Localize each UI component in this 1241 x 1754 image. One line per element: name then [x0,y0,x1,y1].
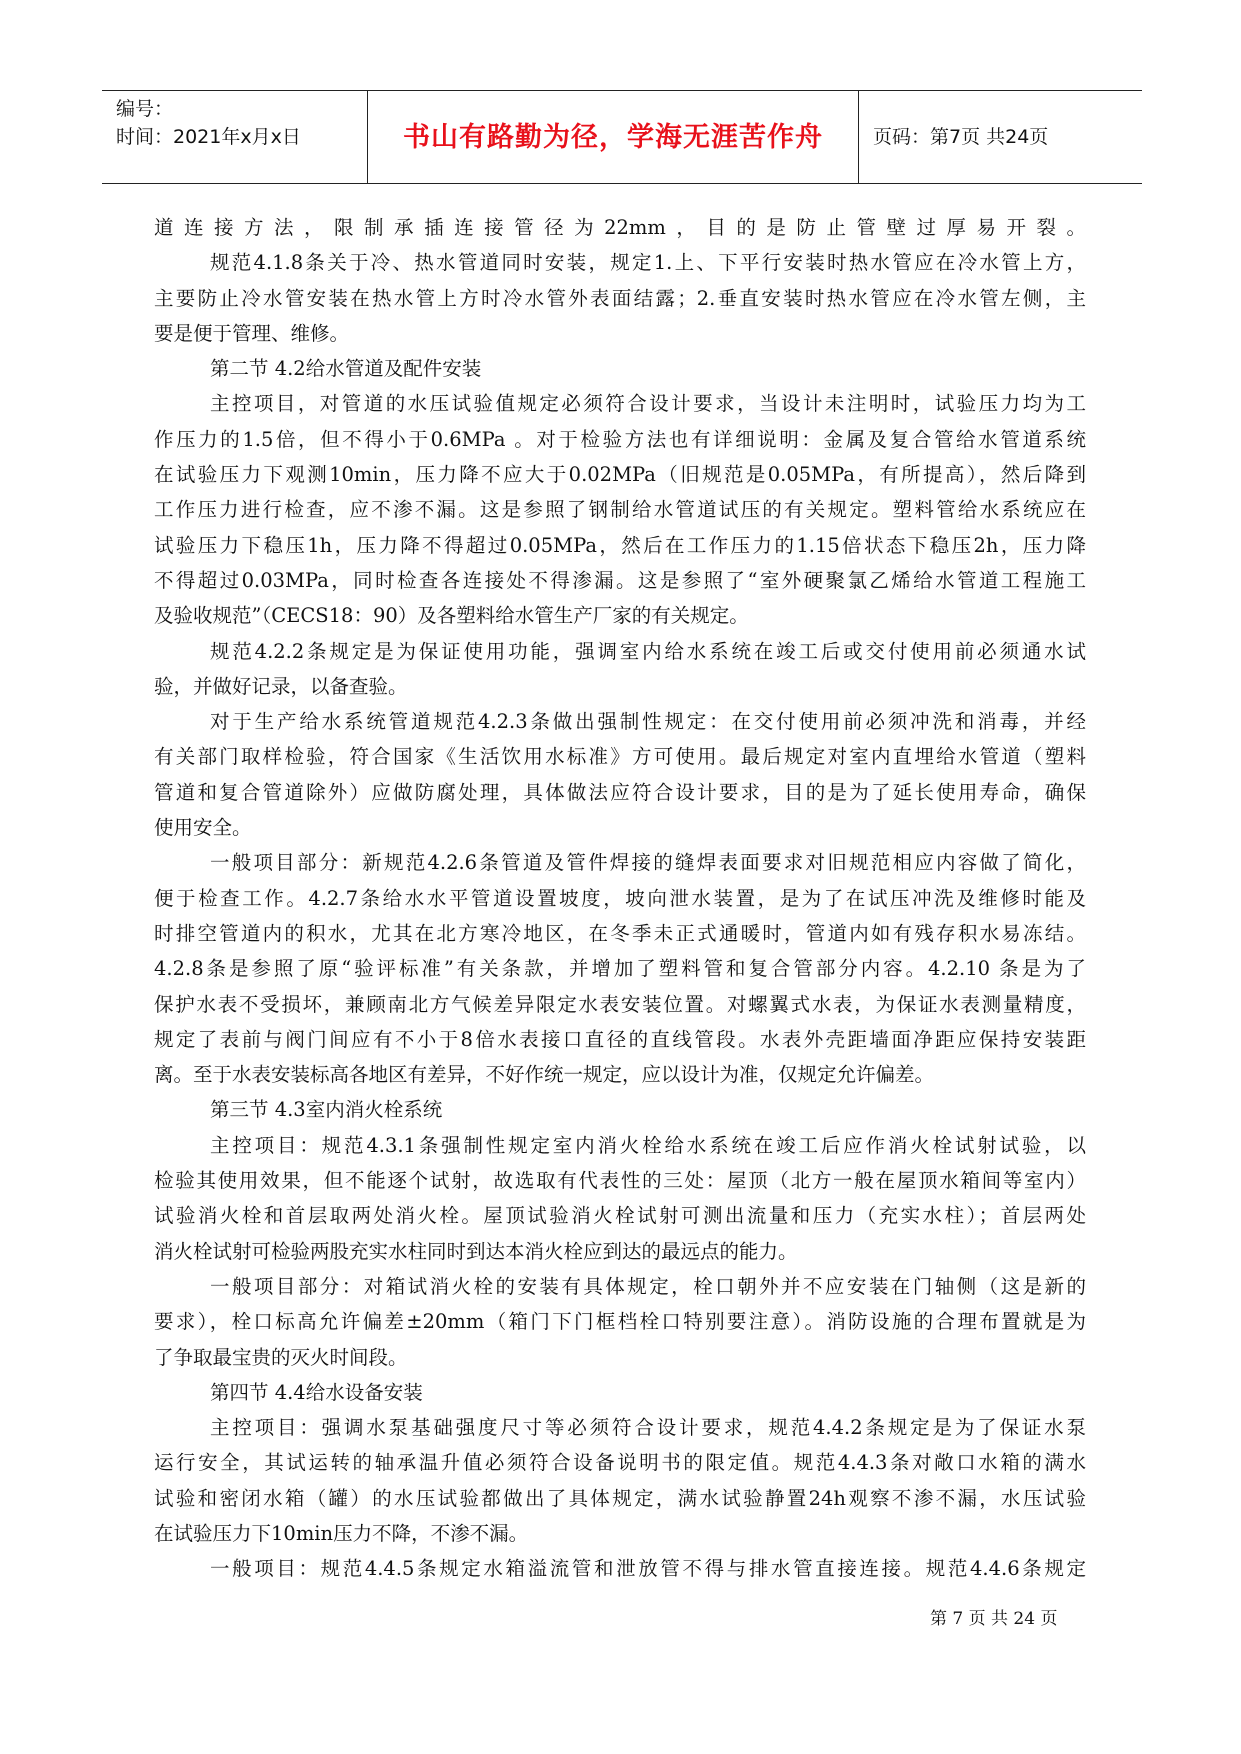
text-line: 及验收规范”（CECS18：90）及各塑料给水管生产厂家的有关规定。 [154,604,749,628]
text-line: 一般项目：规范4.4.5条规定水箱溢流管和泄放管不得与排水管直接连接。规范4.4.6条规定 [210,1557,1086,1581]
text-line: 一般项目部分：新规范4.2.6条管道及管件焊接的缝焊表面要求对旧规范相应内容做了简化， [210,851,1086,875]
text-line: 使用安全。 [154,816,252,840]
text-line: 检验其使用效果，但不能逐个试射，故选取有代表性的三处：屋顶（北方一般在屋顶水箱间等室内） [154,1169,1086,1193]
page-footer: 第 7 页 共 24 页 [930,1609,1058,1629]
header-slogan-cell [368,91,859,183]
text-line: 在试验压力下10min压力不降，不渗不漏。 [154,1521,529,1545]
text-line: 管道和复合管道除外）应做防腐处理，具体做法应符合设计要求，目的是为了延长使用寿命，确保 [154,780,1086,804]
text-line: 工作压力进行检查，应不渗不漏。这是参照了钢制给水管道试压的有关规定。塑料管给水系统应在 [154,498,1086,522]
text-line: 4.2.8条是参照了原“验评标准”有关条款，并增加了塑料管和复合管部分内容。4.2.10 条是为了 [154,957,1086,981]
page-code: 页码：第7页 共24页 [873,126,1049,148]
text-line: 主要防止冷水管安装在热水管上方时冷水管外表面结露；2.垂直安装时热水管应在冷水管左侧，主 [154,286,1086,310]
text-line: 规范4.2.2条规定是为保证使用功能，强调室内给水系统在竣工后或交付使用前必须通水试 [210,639,1086,663]
text-line: 主控项目：强调水泵基础强度尺寸等必须符合设计要求，规范4.4.2条规定是为了保证水泵 [210,1416,1086,1440]
text-line: 主控项目，对管道的水压试验值规定必须符合设计要求，当设计未注明时，试验压力均为工 [210,392,1086,416]
text-line: 时排空管道内的积水，尤其在北方寒冷地区，在冬季未正式通暖时，管道内如有残存积水易冻结。 [154,921,1086,945]
text-line: 一般项目部分：对箱试消火栓的安装有具体规定，栓口朝外并不应安装在门轴侧（这是新的 [210,1274,1086,1298]
text-line: 离。至于水表安装标高各地区有差异，不好作统一规定，应以设计为准，仅规定允许偏差。 [154,1063,935,1087]
text-line: 有关部门取样检验，符合国家《生活饮用水标准》方可使用。最后规定对室内直埋给水管道（塑料 [154,745,1086,769]
text-line: 试验和密闭水箱（罐）的水压试验都做出了具体规定，满水试验静置24h观察不渗不漏，水压试验 [154,1486,1086,1510]
text-line: 试验消火栓和首层取两处消火栓。屋顶试验消火栓试射可测出流量和压力（充实水柱）；首层两处 [154,1204,1086,1228]
text-line: 运行安全，其试运转的轴承温升值必须符合设备说明书的限定值。规范4.4.3条对敞口水箱的满水 [154,1451,1086,1475]
header-page-code-cell [859,91,1142,183]
text-line: 不得超过0.03MPa，同时检查各连接处不得渗漏。这是参照了“室外硬聚氯乙烯给水管道工程施工 [154,568,1086,592]
text-line: 规定了表前与阀门间应有不小于8倍水表接口直径的直线管段。水表外壳距墙面净距应保持安装距 [154,1027,1086,1051]
section-heading: 第三节 4.3室内消火栓系统 [210,1098,443,1122]
text-line: 保护水表不受损坏，兼顾南北方气候差异限定水表安装位置。对螺翼式水表，为保证水表测量精度， [154,992,1086,1016]
section-heading: 第四节 4.4给水设备安装 [210,1380,423,1404]
slogan: 书山有路勤为径，学海无涯苦作舟 [403,122,823,153]
text-line: 在试验压力下观测10min，压力降不应大于0.02MPa（旧规范是0.05MPa，有所提高），然后降到 [154,463,1086,487]
text-line: 消火栓试射可检验两股充实水柱同时到达本消火栓应到达的最远点的能力。 [154,1239,798,1263]
text-line: 要是便于管理、维修。 [154,321,350,345]
text-line: 对于生产给水系统管道规范4.2.3条做出强制性规定：在交付使用前必须冲洗和消毒，并经 [210,710,1086,734]
text-line: 便于检查工作。4.2.7条给水水平管道设置坡度，坡向泄水装置，是为了在试压冲洗及维修时能及 [154,886,1086,910]
text-line: 试验压力下稳压1h，压力降不得超过0.05MPa，然后在工作压力的1.15倍状态下稳压2h，压力降 [154,533,1086,557]
text-line: 主控项目：规范4.3.1条强制性规定室内消火栓给水系统在竣工后应作消火栓试射试验，以 [210,1133,1086,1157]
document-time: 时间：2021年x月x日 [116,126,301,148]
text-line: 道连接方法，限制承插连接管径为22mm，目的是防止管壁过厚易开裂。 [154,216,1086,239]
text-line: 要求），栓口标高允许偏差±20mm（箱门下门框档栓口特别要注意）。消防设施的合理布置就是为 [154,1310,1086,1334]
text-line: 作压力的1.5倍，但不得小于0.6MPa 。对于检验方法也有详细说明：金属及复合管给水管道系统 [154,427,1086,451]
text-line: 了争取最宝贵的灭火时间段。 [154,1345,408,1369]
header-meta [102,91,368,183]
text-line: 规范4.1.8条关于冷、热水管道同时安装，规定1.上、下平行安装时热水管应在冷水管上方， [210,251,1086,275]
document-number-label: 编号： [116,98,174,120]
document-body [154,210,1086,1587]
section-heading: 第二节 4.2给水管道及配件安装 [210,357,482,381]
text-line: 验，并做好记录，以备查验。 [154,674,408,698]
page-header [102,90,1142,184]
